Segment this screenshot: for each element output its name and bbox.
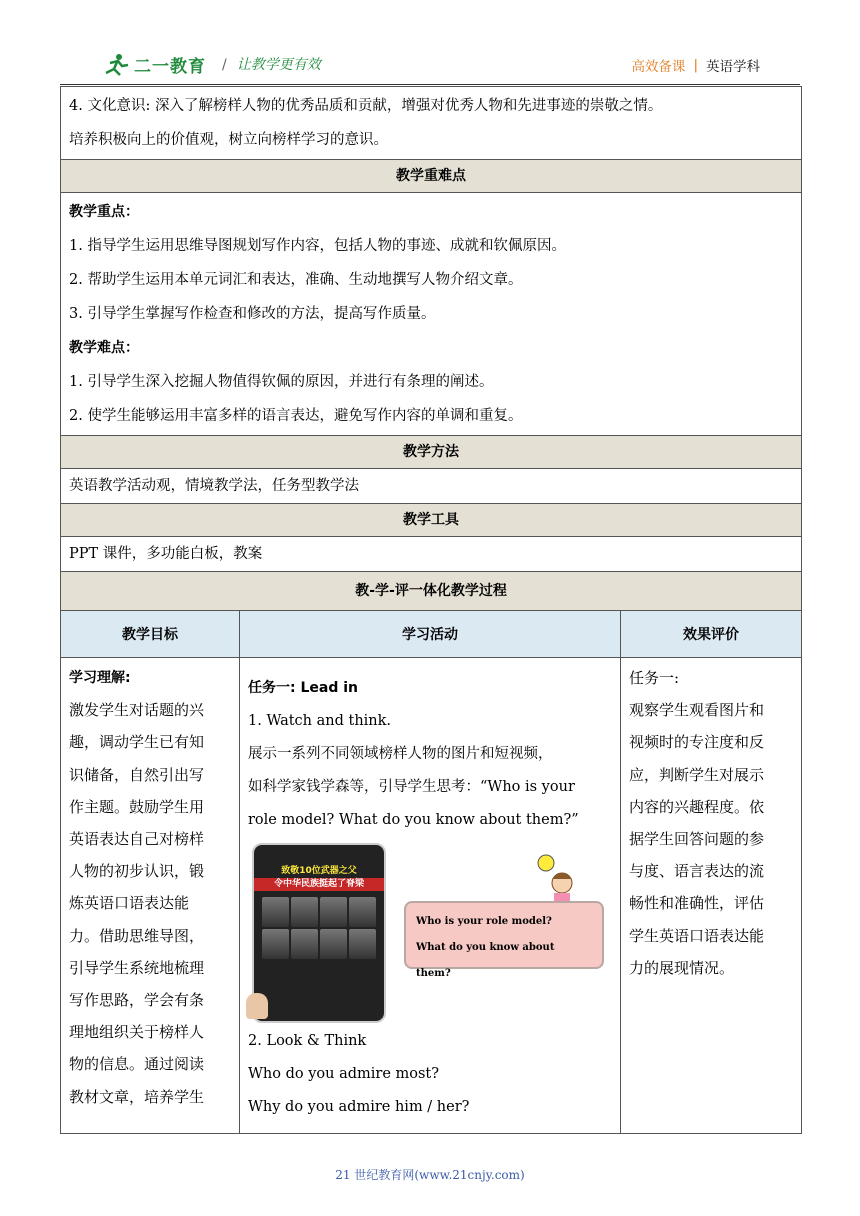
goal-line: 教材文章，培养学生 [69, 1087, 205, 1106]
header-label-a: 高效备课 [631, 59, 686, 75]
eval-line: 与度、语言表达的流 [629, 862, 765, 881]
goal-line: 识储备，自然引出写 [69, 765, 205, 784]
eval-title: 任务一: [629, 669, 680, 687]
column-header-activity: 学习活动 [240, 611, 621, 658]
slogan: / 让教学更有效 [222, 57, 321, 73]
goal-line: 作主题。鼓励学生用 [69, 797, 205, 816]
tools-text: PPT 课件，多功能白板，教案 [61, 537, 802, 572]
focus-item: 3. 引导学生掌握写作检查和修改的方法，提高写作质量。 [69, 306, 436, 322]
question: Who do you admire most? [248, 1066, 440, 1082]
goal-title: 学习理解: [69, 670, 131, 686]
section-method: 教学方法 [61, 436, 802, 469]
portrait-grid [254, 891, 384, 965]
column-header-goal: 教学目标 [61, 611, 240, 658]
eval-line: 学生英语口语表达能 [629, 926, 765, 945]
section-process: 教-学-评一体化教学过程 [61, 572, 802, 611]
method-text: 英语教学活动观，情境教学法，任务型教学法 [61, 469, 802, 504]
difficulty-item: 2. 使学生能够运用丰富多样的语言表达，避免写作内容的单调和重复。 [69, 408, 523, 424]
lesson-plan-table [60, 86, 802, 1134]
eval-line: 畅性和准确性，评估 [629, 894, 765, 913]
section-key-points: 教学重难点 [61, 160, 802, 193]
goal-line: 人物的初步认识，锻 [69, 862, 205, 881]
column-header-evaluation: 效果评价 [621, 611, 802, 658]
page-footer[interactable]: 21 世纪教育网(www.21cnjy.com) [335, 1168, 525, 1182]
header-label-b: 英语学科 [706, 59, 760, 75]
eval-line: 视频时的专注度和反 [629, 733, 765, 752]
intro-line-2: 培养积极向上的价值观，树立向榜样学习的意识。 [69, 132, 388, 148]
page-header [60, 40, 800, 86]
lead-in-images [246, 843, 612, 1021]
intro-row [61, 87, 802, 160]
step-1: 1. Watch and think. [248, 713, 392, 729]
evaluation-cell [621, 658, 802, 1134]
goal-cell [61, 658, 240, 1134]
goal-line: 激发学生对话题的兴 [69, 701, 205, 720]
runner-logo-icon [102, 53, 130, 77]
logo [102, 52, 206, 77]
intro-line-1: 4. 文化意识: 深入了解榜样人物的优秀品质和贡献，增强对优秀人物和先进事迹的崇敬之情。 [69, 98, 663, 114]
bubble-question-1: Who is your role model? [416, 916, 552, 927]
goal-line: 炼英语口语表达能 [69, 894, 190, 913]
task-title: 任务一: Lead in [248, 680, 358, 696]
tablet-subtitle: 令中华民族挺起了脊梁 [254, 878, 384, 891]
focus-item: 1. 指导学生运用思维导图规划写作内容，包括人物的事迹、成就和钦佩原因。 [69, 238, 566, 254]
header-right [631, 55, 760, 75]
eval-line: 观察学生观看图片和 [629, 701, 765, 720]
tablet-title: 致敬10位武器之父 [281, 866, 357, 876]
goal-line: 趣，调动学生已有知 [69, 733, 205, 752]
step-1-desc: role model? What do you know about them?” [248, 812, 579, 828]
slogan-text: 让教学更有效 [236, 57, 321, 73]
section-tools: 教学工具 [61, 504, 802, 537]
difficulty-title: 教学难点： [69, 340, 139, 356]
question: Why do you admire him / her? [248, 1099, 470, 1115]
header-divider: | [693, 57, 698, 73]
step-2: 2. Look & Think [248, 1033, 367, 1049]
logo-text: 二一教育 [134, 57, 206, 77]
focus-item: 2. 帮助学生运用本单元词汇和表达，准确、生动地撰写人物介绍文章。 [69, 272, 523, 288]
goal-line: 英语表达自己对榜样 [69, 830, 205, 849]
eval-line: 力的展现情况。 [629, 958, 735, 977]
goal-line: 理地组织关于榜样人 [69, 1023, 205, 1042]
difficulty-item: 1. 引导学生深入挖掘人物值得钦佩的原因，并进行有条理的阐述。 [69, 374, 494, 390]
key-points-row [61, 193, 802, 436]
eval-line: 应，判断学生对展示 [629, 765, 765, 784]
eval-line: 内容的兴趣程度。依 [629, 797, 765, 816]
hand-image [246, 993, 268, 1019]
goal-line: 物的信息。通过阅读 [69, 1055, 205, 1074]
focus-title: 教学重点： [69, 204, 139, 220]
eval-line: 据学生回答问题的参 [629, 830, 765, 849]
bubble-question-2: What do you know about them? [416, 942, 555, 979]
question-bubble [404, 901, 604, 979]
step-1-desc: 展示一系列不同领域榜样人物的图片和短视频， [248, 746, 553, 762]
activity-cell [240, 658, 621, 1134]
process-row [61, 658, 802, 1134]
step-1-desc: 如科学家钱学森等，引导学生思考：“Who is your [248, 779, 575, 795]
goal-line: 引导学生系统地梳理 [69, 958, 205, 977]
header-rule [60, 84, 800, 85]
goal-line: 写作思路，学会有条 [69, 991, 205, 1010]
tablet-image [252, 843, 386, 1023]
goal-line: 力。借助思维导图， [69, 926, 205, 945]
